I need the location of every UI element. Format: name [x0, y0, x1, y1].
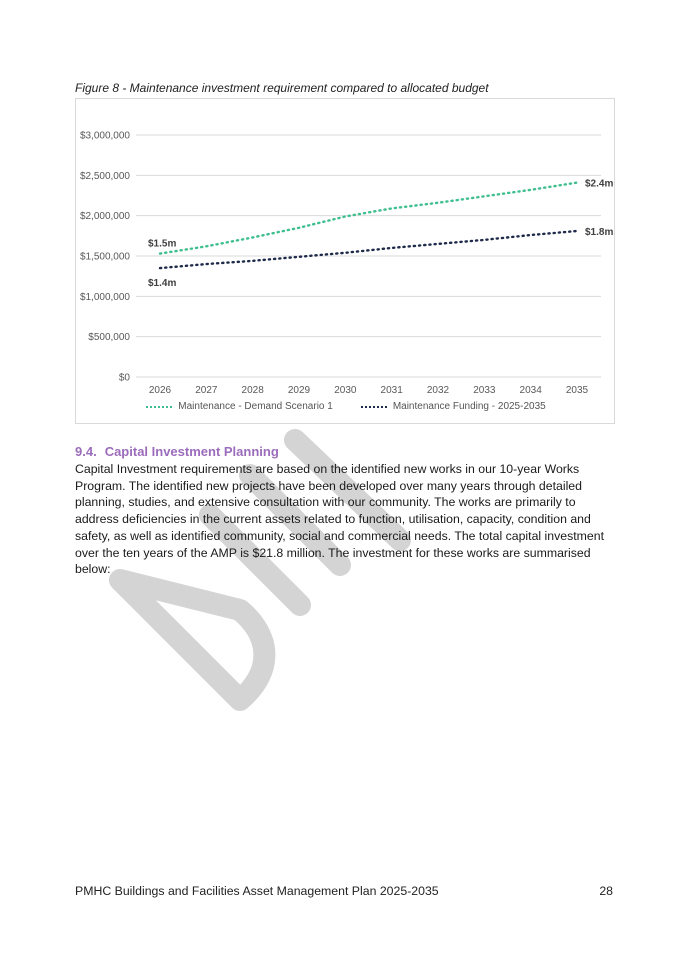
legend-swatch-funding: [361, 406, 387, 408]
data-label: $1.4m: [148, 278, 177, 290]
section-heading: [75, 444, 279, 459]
figure-caption: Figure 8 - Maintenance investment requirement compared to allocated budget: [75, 81, 489, 95]
section-title: Capital Investment Planning: [104, 444, 279, 459]
y-tick-label: $2,000,000: [79, 211, 130, 223]
y-tick-label: $0: [118, 372, 130, 384]
x-tick-label: 2035: [565, 385, 589, 396]
x-tick-label: 2033: [473, 385, 496, 396]
legend-item-funding: [361, 401, 546, 412]
x-tick-label: 2028: [241, 385, 264, 396]
y-tick-label: $1,000,000: [79, 291, 130, 303]
x-tick-label: 2032: [426, 385, 450, 396]
section-body: Capital Investment requirements are based on the identified new works in our 10-year Works Program. The identified new projects have been developed over many years through detailed planning, studies, and extensive consultation with our community. The works are primarily to address deficiencies in the current assets related to function, utilisation, capacity, condition and safety, as well as identified community, social and commercial needs. The total capital investment over the ten years of the AMP is $21.8 million. The investment for these works are summarised below:: [75, 462, 605, 577]
data-label: $1.5m: [148, 238, 177, 250]
data-label: $2.4m: [585, 178, 614, 190]
y-tick-label: $3,000,000: [79, 130, 130, 142]
series-line-1: [160, 183, 577, 254]
x-tick-label: 2029: [287, 385, 311, 396]
x-tick-label: 2034: [519, 385, 542, 396]
legend-label-demand: Maintenance - Demand Scenario 1: [178, 401, 333, 412]
chart-legend: [76, 401, 616, 412]
page-number: 28: [599, 884, 613, 898]
footer-title: PMHC Buildings and Facilities Asset Management Plan 2025-2035: [75, 884, 439, 898]
x-tick-label: 2030: [334, 385, 357, 396]
legend-label-funding: Maintenance Funding - 2025-2035: [392, 401, 546, 412]
x-tick-label: 2031: [380, 385, 403, 396]
y-tick-label: $1,500,000: [79, 251, 130, 263]
legend-swatch-demand: [146, 406, 172, 408]
x-tick-label: 2026: [148, 385, 172, 396]
section-number: 9.4.: [75, 444, 97, 459]
legend-item-demand: [146, 401, 333, 412]
series-line-2: [160, 231, 577, 268]
y-tick-label: $500,000: [88, 332, 130, 344]
chart-plot: [76, 99, 616, 399]
line-chart: [75, 98, 615, 424]
y-tick-label: $2,500,000: [79, 170, 130, 182]
x-tick-label: 2027: [195, 385, 218, 396]
data-label: $1.8m: [585, 226, 614, 238]
